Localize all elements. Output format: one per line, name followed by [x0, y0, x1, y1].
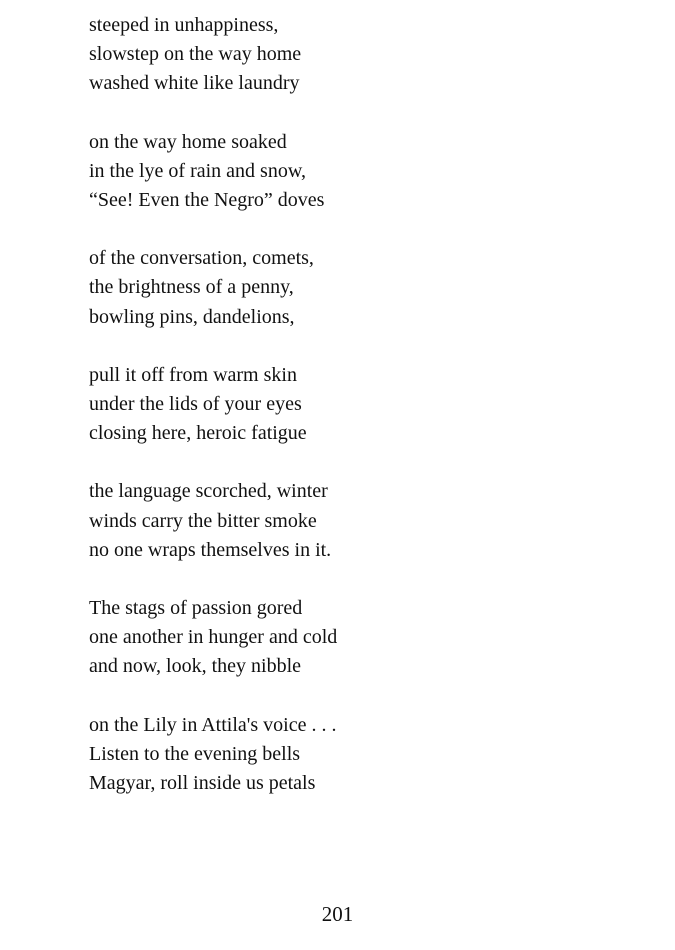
poem-line: The stags of passion gored — [89, 597, 303, 620]
poem-line: on the way home soaked — [89, 130, 287, 153]
stanza-3 — [89, 244, 589, 332]
poem-line: slowstep on the way home — [89, 43, 302, 66]
poem-body — [89, 11, 589, 827]
stanza-5 — [89, 477, 589, 565]
stanza-7 — [89, 711, 589, 799]
stanza-6 — [89, 594, 589, 682]
poem-line: one another in hunger and cold — [89, 626, 338, 649]
poem-line: Magyar, roll inside us petals — [89, 772, 316, 795]
poem-line: washed white like laundry — [89, 72, 300, 95]
poem-line: the brightness of a penny, — [89, 276, 294, 299]
poem-line: no one wraps themselves in it. — [89, 538, 332, 561]
poem-line: on the Lily in Attila's voice . . . — [89, 713, 337, 736]
stanza-1 — [89, 11, 589, 99]
poem-line: closing here, heroic fatigue — [89, 422, 307, 445]
poem-line: winds carry the bitter smoke — [89, 509, 317, 532]
page-number: 201 — [321, 902, 354, 926]
poem-line: “See! Even the Negro” doves — [89, 189, 325, 212]
poem-line: in the lye of rain and snow, — [89, 159, 306, 182]
poem-line: steeped in unhappiness, — [89, 14, 279, 36]
poem-line: under the lids of your eyes — [89, 393, 302, 416]
poem-line: of the conversation, comets, — [89, 247, 314, 270]
stanza-4 — [89, 361, 589, 449]
poem-line: Listen to the evening bells — [89, 742, 301, 765]
poem-line: pull it off from warm skin — [89, 363, 297, 386]
stanza-2 — [89, 128, 589, 216]
poem-line: and now, look, they nibble — [89, 655, 302, 678]
poem-line: the language scorched, winter — [89, 480, 328, 503]
poem-line: bowling pins, dandelions, — [89, 305, 295, 328]
